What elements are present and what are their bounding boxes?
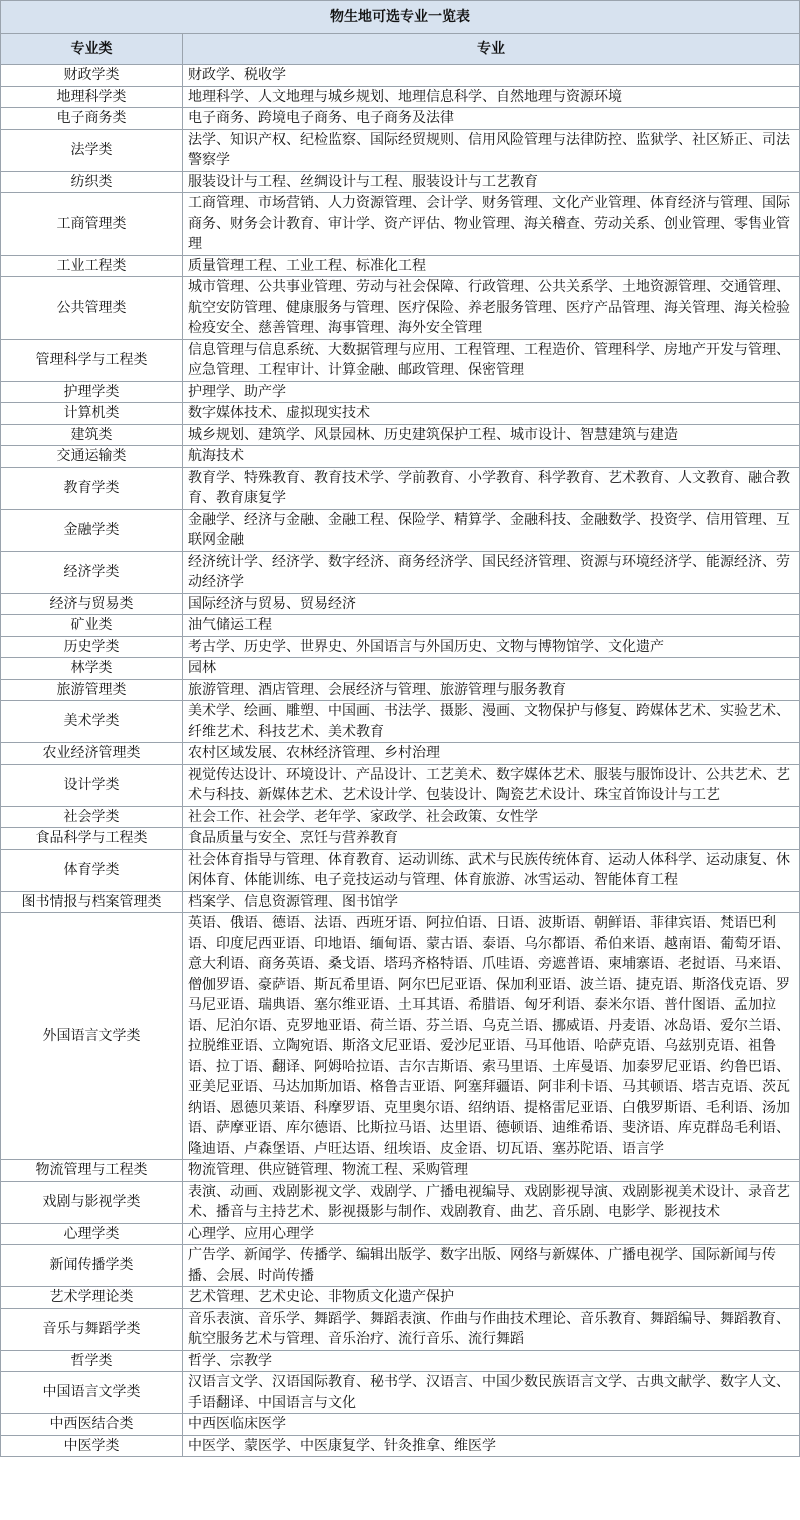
- category-cell: 护理学类: [1, 381, 183, 403]
- majors-cell: 广告学、新闻学、传播学、编辑出版学、数字出版、网络与新媒体、广播电视学、国际新闻与传播、会展、时尚传播: [183, 1245, 800, 1287]
- table-row: [1, 277, 800, 340]
- majors-cell: 中西医临床医学: [183, 1414, 800, 1436]
- majors-cell: 农村区域发展、农林经济管理、乡村治理: [183, 743, 800, 765]
- category-cell: 电子商务类: [1, 108, 183, 130]
- majors-cell: 国际经济与贸易、贸易经济: [183, 593, 800, 615]
- category-cell: 社会学类: [1, 806, 183, 828]
- majors-cell: 音乐表演、音乐学、舞蹈学、舞蹈表演、作曲与作曲技术理论、音乐教育、舞蹈编导、舞蹈教育、航空服务艺术与管理、音乐治疗、流行音乐、流行舞蹈: [183, 1308, 800, 1350]
- table-row: [1, 108, 800, 130]
- majors-cell: 油气储运工程: [183, 615, 800, 637]
- majors-cell: 航海技术: [183, 446, 800, 468]
- table-row: [1, 129, 800, 171]
- majors-cell: 护理学、助产学: [183, 381, 800, 403]
- majors-cell: 艺术管理、艺术史论、非物质文化遗产保护: [183, 1287, 800, 1309]
- category-cell: 交通运输类: [1, 446, 183, 468]
- table-row: [1, 849, 800, 891]
- majors-cell: 教育学、特殊教育、教育技术学、学前教育、小学教育、科学教育、艺术教育、人文教育、融合教育、教育康复学: [183, 467, 800, 509]
- majors-cell: 工商管理、市场营销、人力资源管理、会计学、财务管理、文化产业管理、体育经济与管理、国际商务、财务会计教育、审计学、资产评估、物业管理、海关稽查、劳动关系、创业管理、零售业管理: [183, 193, 800, 256]
- category-cell: 矿业类: [1, 615, 183, 637]
- table-body: [1, 65, 800, 1457]
- title-row: [1, 1, 800, 34]
- majors-cell: 地理科学、人文地理与城乡规划、地理信息科学、自然地理与资源环境: [183, 86, 800, 108]
- table-row: [1, 743, 800, 765]
- majors-cell: 经济统计学、经济学、数字经济、商务经济学、国民经济管理、资源与环境经济学、能源经济、劳动经济学: [183, 551, 800, 593]
- table-row: [1, 424, 800, 446]
- category-cell: 中医学类: [1, 1435, 183, 1457]
- majors-cell: 汉语言文学、汉语国际教育、秘书学、汉语言、中国少数民族语言文学、古典文献学、数字人文、手语翻译、中国语言与文化: [183, 1372, 800, 1414]
- table-row: [1, 1435, 800, 1457]
- column-header-category: 专业类: [1, 34, 183, 65]
- category-cell: 教育学类: [1, 467, 183, 509]
- majors-cell: 信息管理与信息系统、大数据管理与应用、工程管理、工程造价、管理科学、房地产开发与管理、应急管理、工程审计、计算金融、邮政管理、保密管理: [183, 339, 800, 381]
- category-cell: 物流管理与工程类: [1, 1160, 183, 1182]
- table-row: [1, 636, 800, 658]
- table-row: [1, 403, 800, 425]
- category-cell: 林学类: [1, 658, 183, 680]
- table-title: 物生地可选专业一览表: [1, 1, 800, 34]
- category-cell: 哲学类: [1, 1350, 183, 1372]
- table-row: [1, 171, 800, 193]
- table-row: [1, 658, 800, 680]
- majors-cell: 英语、俄语、德语、法语、西班牙语、阿拉伯语、日语、波斯语、朝鲜语、菲律宾语、梵语巴利语、印度尼西亚语、印地语、缅甸语、蒙古语、泰语、乌尔都语、希伯来语、越南语、葡萄牙语、意大利语、商务英语、桑戈语、塔玛齐格特语、爪哇语、旁遮普语、柬埔寨语、老挝语、马来语、僧伽罗语、豪萨语、斯瓦希里语、阿尔巴尼亚语、保加利亚语、波兰语、捷克语、斯洛伐克语、罗马尼亚语、瑞典语、塞尔维亚语、土耳其语、希腊语、匈牙利语、泰米尔语、普什图语、孟加拉语、尼泊尔语、克罗地亚语、荷兰语、芬兰语、乌克兰语、挪威语、丹麦语、冰岛语、爱尔兰语、拉脱维亚语、立陶宛语、斯洛文尼亚语、爱沙尼亚语、马耳他语、哈萨克语、乌兹别克语、祖鲁语、拉丁语、翻译、阿姆哈拉语、吉尔吉斯语、索马里语、土库曼语、加泰罗尼亚语、约鲁巴语、亚美尼亚语、马达加斯加语、格鲁吉亚语、阿塞拜疆语、阿非利卡语、马其顿语、塔吉克语、茨瓦纳语、恩德贝莱语、科摩罗语、克里奥尔语、绍纳语、提格雷尼亚语、白俄罗斯语、毛利语、汤加语、萨摩亚语、库尔德语、比斯拉马语、达里语、德顿语、迪维希语、斐济语、库克群岛毛利语、隆迪语、卢森堡语、卢旺达语、纽埃语、皮金语、切瓦语、塞苏陀语、语言学: [183, 913, 800, 1160]
- category-cell: 农业经济管理类: [1, 743, 183, 765]
- majors-cell: 旅游管理、酒店管理、会展经济与管理、旅游管理与服务教育: [183, 679, 800, 701]
- majors-cell: 数字媒体技术、虚拟现实技术: [183, 403, 800, 425]
- category-cell: 管理科学与工程类: [1, 339, 183, 381]
- majors-cell: 美术学、绘画、雕塑、中国画、书法学、摄影、漫画、文物保护与修复、跨媒体艺术、实验艺术、纤维艺术、科技艺术、美术教育: [183, 701, 800, 743]
- table-row: [1, 86, 800, 108]
- table-row: [1, 806, 800, 828]
- category-cell: 食品科学与工程类: [1, 828, 183, 850]
- table-row: [1, 1372, 800, 1414]
- category-cell: 工业工程类: [1, 255, 183, 277]
- majors-cell: 考古学、历史学、世界史、外国语言与外国历史、文物与博物馆学、文化遗产: [183, 636, 800, 658]
- table-row: [1, 1414, 800, 1436]
- category-cell: 财政学类: [1, 65, 183, 87]
- table-row: [1, 1160, 800, 1182]
- majors-cell: 物流管理、供应链管理、物流工程、采购管理: [183, 1160, 800, 1182]
- category-cell: 建筑类: [1, 424, 183, 446]
- category-cell: 中国语言文学类: [1, 1372, 183, 1414]
- majors-cell: 中医学、蒙医学、中医康复学、针灸推拿、维医学: [183, 1435, 800, 1457]
- table-row: [1, 381, 800, 403]
- majors-cell: 城乡规划、建筑学、风景园林、历史建筑保护工程、城市设计、智慧建筑与建造: [183, 424, 800, 446]
- majors-cell: 法学、知识产权、纪检监察、国际经贸规则、信用风险管理与法律防控、监狱学、社区矫正、司法警察学: [183, 129, 800, 171]
- category-cell: 中西医结合类: [1, 1414, 183, 1436]
- table-row: [1, 339, 800, 381]
- category-cell: 纺织类: [1, 171, 183, 193]
- category-cell: 经济与贸易类: [1, 593, 183, 615]
- category-cell: 设计学类: [1, 764, 183, 806]
- majors-cell: 心理学、应用心理学: [183, 1223, 800, 1245]
- majors-cell: 社会体育指导与管理、体育教育、运动训练、武术与民族传统体育、运动人体科学、运动康复、休闲体育、体能训练、电子竞技运动与管理、体育旅游、冰雪运动、智能体育工程: [183, 849, 800, 891]
- table-row: [1, 1181, 800, 1223]
- category-cell: 外国语言文学类: [1, 913, 183, 1160]
- table-row: [1, 615, 800, 637]
- table-row: [1, 1223, 800, 1245]
- table-row: [1, 65, 800, 87]
- table-row: [1, 891, 800, 913]
- table-row: [1, 701, 800, 743]
- majors-cell: 质量管理工程、工业工程、标准化工程: [183, 255, 800, 277]
- table-row: [1, 828, 800, 850]
- category-cell: 体育学类: [1, 849, 183, 891]
- category-cell: 公共管理类: [1, 277, 183, 340]
- table-row: [1, 1245, 800, 1287]
- table-row: [1, 193, 800, 256]
- majors-cell: 哲学、宗教学: [183, 1350, 800, 1372]
- category-cell: 历史学类: [1, 636, 183, 658]
- table-row: [1, 255, 800, 277]
- table-row: [1, 551, 800, 593]
- majors-cell: 表演、动画、戏剧影视文学、戏剧学、广播电视编导、戏剧影视导演、戏剧影视美术设计、录音艺术、播音与主持艺术、影视摄影与制作、戏剧教育、曲艺、音乐剧、电影学、影视技术: [183, 1181, 800, 1223]
- category-cell: 金融学类: [1, 509, 183, 551]
- table-row: [1, 593, 800, 615]
- majors-cell: 服装设计与工程、丝绸设计与工程、服装设计与工艺教育: [183, 171, 800, 193]
- category-cell: 新闻传播学类: [1, 1245, 183, 1287]
- majors-cell: 视觉传达设计、环境设计、产品设计、工艺美术、数字媒体艺术、服装与服饰设计、公共艺术、艺术与科技、新媒体艺术、艺术设计学、包装设计、陶瓷艺术设计、珠宝首饰设计与工艺: [183, 764, 800, 806]
- category-cell: 法学类: [1, 129, 183, 171]
- category-cell: 经济学类: [1, 551, 183, 593]
- category-cell: 心理学类: [1, 1223, 183, 1245]
- category-cell: 旅游管理类: [1, 679, 183, 701]
- column-header-majors: 专业: [183, 34, 800, 65]
- table-row: [1, 679, 800, 701]
- category-cell: 计算机类: [1, 403, 183, 425]
- majors-cell: 食品质量与安全、烹饪与营养教育: [183, 828, 800, 850]
- majors-cell: 园林: [183, 658, 800, 680]
- majors-cell: 社会工作、社会学、老年学、家政学、社会政策、女性学: [183, 806, 800, 828]
- table-row: [1, 446, 800, 468]
- category-cell: 戏剧与影视学类: [1, 1181, 183, 1223]
- table-row: [1, 764, 800, 806]
- table-row: [1, 467, 800, 509]
- table-row: [1, 1287, 800, 1309]
- category-cell: 美术学类: [1, 701, 183, 743]
- category-cell: 图书情报与档案管理类: [1, 891, 183, 913]
- majors-cell: 金融学、经济与金融、金融工程、保险学、精算学、金融科技、金融数学、投资学、信用管理、互联网金融: [183, 509, 800, 551]
- majors-cell: 档案学、信息资源管理、图书馆学: [183, 891, 800, 913]
- category-cell: 艺术学理论类: [1, 1287, 183, 1309]
- table-row: [1, 1308, 800, 1350]
- header-row: [1, 34, 800, 65]
- category-cell: 音乐与舞蹈学类: [1, 1308, 183, 1350]
- majors-cell: 财政学、税收学: [183, 65, 800, 87]
- majors-cell: 城市管理、公共事业管理、劳动与社会保障、行政管理、公共关系学、土地资源管理、交通管理、航空安防管理、健康服务与管理、医疗保险、养老服务管理、医疗产品管理、海关管理、海关检验检疫安全、慈善管理、海事管理、海外安全管理: [183, 277, 800, 340]
- table-row: [1, 913, 800, 1160]
- majors-cell: 电子商务、跨境电子商务、电子商务及法律: [183, 108, 800, 130]
- table-row: [1, 509, 800, 551]
- table-row: [1, 1350, 800, 1372]
- category-cell: 地理科学类: [1, 86, 183, 108]
- category-cell: 工商管理类: [1, 193, 183, 256]
